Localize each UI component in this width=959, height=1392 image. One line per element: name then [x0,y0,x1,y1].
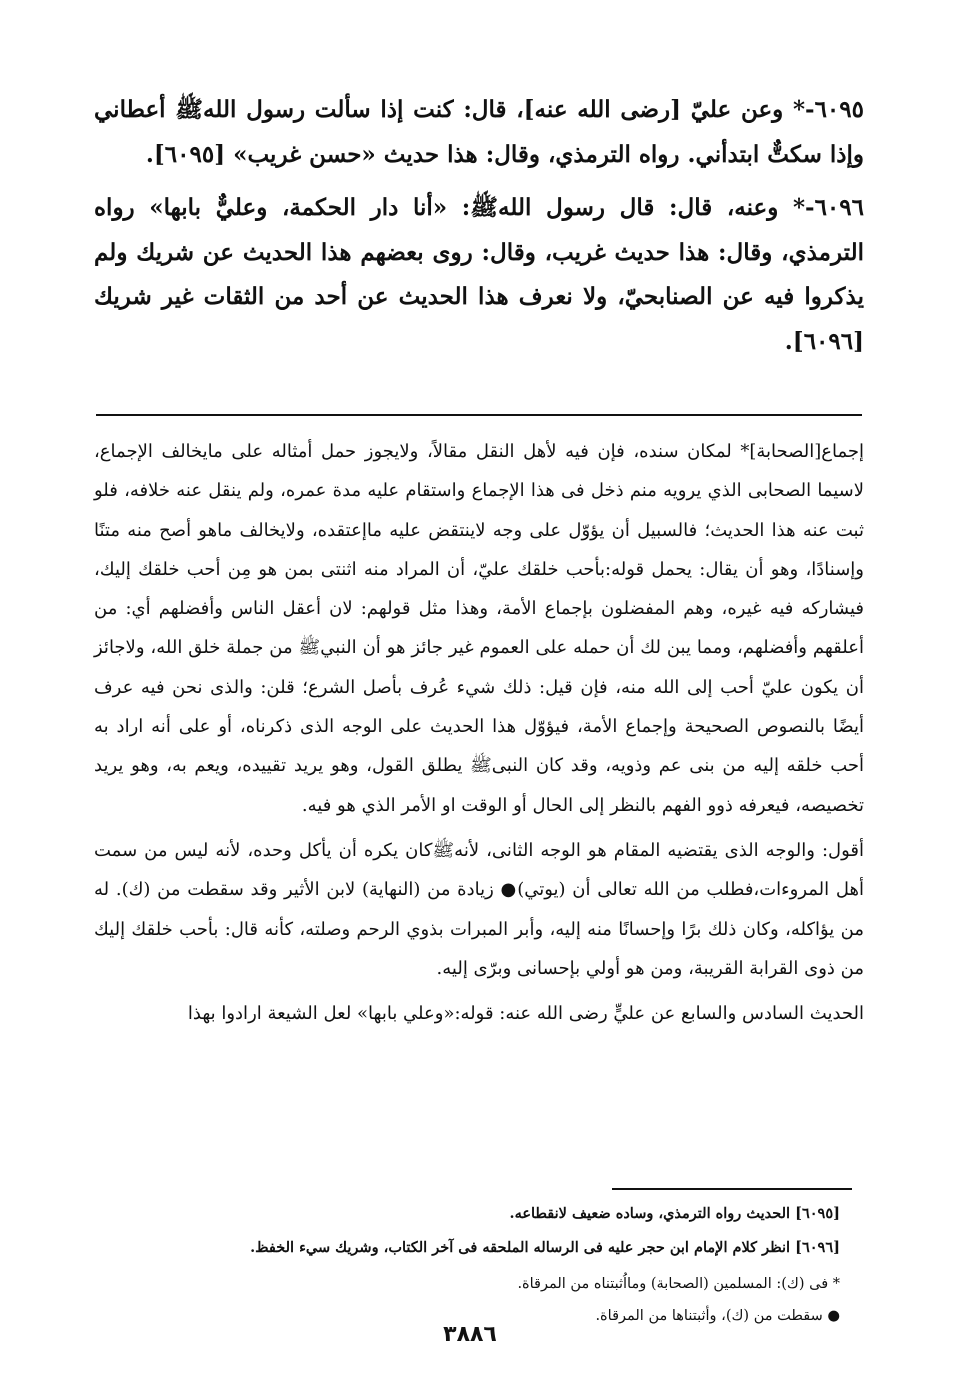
commentary-paragraph-1: إجماع[الصحابة]* لمكان سنده، فإن فيه لأهل النقل مقالاً، ولايجوز حمل أمثاله على مايخالف الإجماع، لاسيما الصحابى الذي يرويه منم ذخل فى هذا الإجماع واستقام عليه مدة عمره، ولم ينقل عنه خلافه، فلو ثبت عنه هذا الحديث؛ فالسبيل أن يؤوّل على وجه لاينتقض عليه ماإعتقده، ولايخالف ماهو أصح منه متنًا وإسنادًا، وهو أن يقال: يحمل قوله:بأحب خلقك عليّ، أن المراد منه اثنتى بمن هو مِن أحب خلقك إليك، فيشاركه فيه غيره، وهم المفضلون بإجماع الأمة، وهذا مثل قولهم: لان أعقل الناس وأفضلهم أي: من أعلقهم وأفضلهم، ومما يبن لك أن حمله على العموم غير جائز هو أن النبيﷺ من جملة خلق الله، ولاجائز أن يكون عليّ أحب إلى الله منه، فإن قيل: ذلك شيء عُرف بأصل الشرع؛ قلن: والذى نحن فيه عرف أيضًا بالنصوص الصحيحة وإجماع الأمة، فيؤوّل هذا الحديث على الوجه الذى ذكرناه، أو على أنه اراد به أحب خلقه إليه من بنى عم وذويه، وقد كان النبىﷺ يطلق القول، وهو يريد تقييده، ويعم به، وهو يريد تخصيصه، فيعرفه ذوو الفهم بالنظر إلى الحال أو الوقت او الأمر الذي هو فيه. [94,441,864,816]
page-number: ٣٨٨٦ [443,1322,497,1347]
hadith-6096: ٦٠٩٦-* وعنه، قال: قال رسول اللهﷺ: «أنا دار الحكمة، وعليٌّ بابها» رواه الترمذي، وقال: هذا حديث غريب، وقال: روى بعضهم هذا الحديث عن شريك ولم يذكروا فيه عن الصنابحيّ، ولا نعرف هذا الحديث عن أحد من الثقات غير شريك [٦٠٩٦]. [94,194,864,355]
footnote-bullet: ● سقطت من (ك)، وأثبتناها من المرقاة. [595,1308,840,1324]
commentary-paragraph-2: أقول: والوجه الذى يقتضيه المقام هو الوجه الثانى، لأنهﷺكان يكره أن يأكل وحده، لأنه ليس من سمت أهل المروءات،فطلب من الله تعالى أن (يوتي)● زيادة من (النهاية) لابن الأثير وقد سقطت من (ك). له من يؤاكله، وكان ذلك برًا وإحسانًا منه إليه، وأبر المبرات بذوي الرحم وصلته، كأنه قال: بأحب خلقك إليك من ذوى القرابة القريبة، ومن هو أولي بإحسانى وبرّى إليه. [94,839,864,979]
footnote-6095: [٦٠٩٥] الحديث رواه الترمذي، وساده ضعيف لانقطاعه. [509,1205,840,1222]
hadith-6095: ٦٠٩٥-* وعن عليّ [رضى الله عنه]، قال: كنت إذا سألت رسول اللهﷺ أعطاني وإذا سكتٌّ ابتدأني. رواه الترمذي، وقال: هذا حديث «حسن غريب» [٦٠٩٥]. [94,96,864,168]
footnote-divider [612,1188,852,1190]
footnote-6096: [٦٠٩٦] انظر كلام الإمام ابن حجر عليه فى الرساله الملحقه فى آخر الكتاب، وشريك سيء الخفظ. [250,1239,840,1256]
hadith-section [94,88,864,373]
section-divider [96,414,862,416]
commentary-section [94,432,864,1039]
commentary-paragraph-3: الحديث السادس والسابع عن عليٍّ رضى الله عنه: قوله:«وعلي بابها» لعل الشيعة ارادوا بهذا [187,1003,864,1025]
footnote-asterisk: * فى (ك): المسلمين (الصحابة) ومااُثبتناه من المرقاة. [517,1276,840,1292]
